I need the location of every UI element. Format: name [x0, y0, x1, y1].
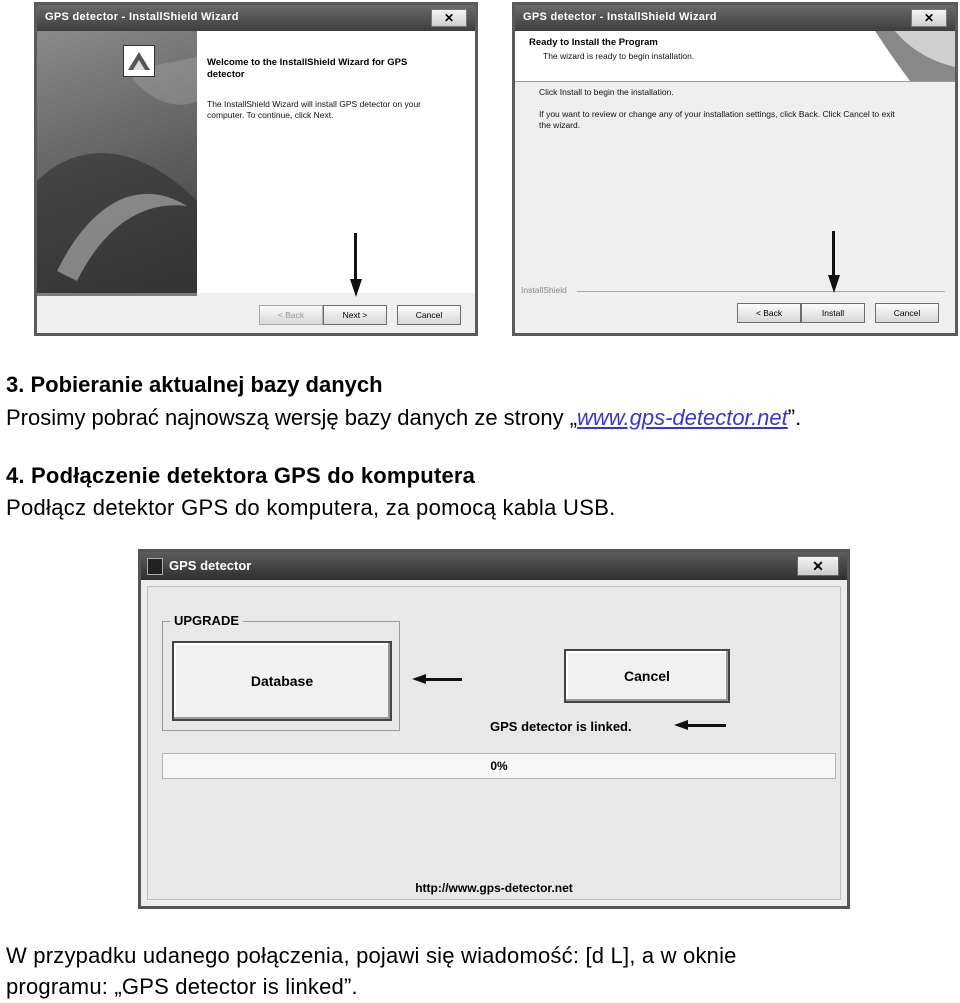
- section3-text: [6, 405, 801, 431]
- back-button[interactable]: < Back: [737, 303, 801, 323]
- divider: [577, 291, 945, 292]
- window-title: GPS detector - InstallShield Wizard: [523, 11, 717, 23]
- ready-body-line3: the wizard.: [539, 120, 581, 130]
- website-url[interactable]: http://www.gps-detector.net: [415, 881, 573, 895]
- ready-subheading: The wizard is ready to begin installation.: [543, 51, 695, 61]
- window-title: GPS detector - InstallShield Wizard: [45, 11, 239, 23]
- footer-line2: programu: „GPS detector is linked”.: [6, 974, 358, 999]
- install-button[interactable]: Install: [801, 303, 865, 323]
- welcome-heading: [207, 57, 407, 81]
- title-bar[interactable]: [37, 5, 475, 31]
- window-client-area: [147, 586, 841, 900]
- welcome-body-line1: The InstallShield Wizard will install GPS detector on your: [207, 99, 422, 109]
- footer-line1: W przypadku udanego połączenia, pojawi się wiadomość: [d L], a w oknie: [6, 943, 737, 968]
- ready-body-line1: Click Install to begin the installation.: [539, 87, 674, 97]
- section4-text: Podłącz detektor GPS do komputera, za pomocą kabla USB.: [6, 495, 616, 520]
- section3-text-before: Prosimy pobrać najnowszą wersję bazy danych ze strony: [6, 405, 570, 430]
- section3-heading: 3. Pobieranie aktualnej bazy danych: [6, 372, 383, 397]
- wizard-ready-window: [512, 2, 958, 336]
- arrow-down-icon: [830, 231, 838, 297]
- arrow-down-icon: [352, 233, 360, 299]
- cancel-button[interactable]: Cancel: [397, 305, 461, 325]
- quote-close: ”.: [787, 405, 802, 430]
- progress-bar: [162, 753, 836, 779]
- ready-heading: Ready to Install the Program: [529, 37, 658, 48]
- page-curl-graphic: [855, 31, 955, 81]
- close-button[interactable]: ✕: [911, 9, 947, 27]
- swoosh-graphic: [37, 31, 197, 296]
- upgrade-group-label: UPGRADE: [170, 613, 243, 628]
- database-button[interactable]: Database: [172, 641, 392, 721]
- title-bar[interactable]: [141, 552, 847, 580]
- arrow-left-icon: [412, 674, 462, 684]
- gps-detector-window: [138, 549, 850, 909]
- cancel-button[interactable]: Cancel: [875, 303, 939, 323]
- close-button[interactable]: ✕: [431, 9, 467, 27]
- welcome-body: [207, 99, 421, 121]
- cancel-button[interactable]: Cancel: [564, 649, 730, 703]
- back-button[interactable]: < Back: [259, 305, 323, 325]
- installer-logo-icon: [123, 45, 155, 77]
- title-bar[interactable]: [515, 5, 955, 31]
- next-button[interactable]: Next >: [323, 305, 387, 325]
- arrow-left-icon: [674, 720, 726, 730]
- app-icon: [147, 558, 163, 575]
- welcome-body-line2: computer. To continue, click Next.: [207, 110, 334, 120]
- download-link[interactable]: www.gps-detector.net: [577, 405, 788, 430]
- wizard-side-graphic: [37, 31, 197, 293]
- welcome-heading-line2: detector: [207, 69, 245, 80]
- wizard-content: [197, 31, 475, 293]
- ready-body-line2: If you want to review or change any of your installation settings, click Back. Click Cancel to exit: [539, 109, 895, 119]
- wizard-welcome-window: [34, 2, 478, 336]
- welcome-heading-line1: Welcome to the InstallShield Wizard for GPS: [207, 57, 408, 68]
- installshield-brand: InstallShield: [521, 285, 567, 295]
- close-button[interactable]: ✕: [797, 556, 839, 576]
- quote-open: „: [569, 405, 578, 430]
- status-text: GPS detector is linked.: [490, 719, 632, 734]
- wizard-header-band: [515, 31, 955, 82]
- progress-percent: 0%: [490, 759, 508, 773]
- window-title: GPS detector: [169, 558, 252, 573]
- section4-heading: 4. Podłączenie detektora GPS do komputera: [6, 463, 476, 488]
